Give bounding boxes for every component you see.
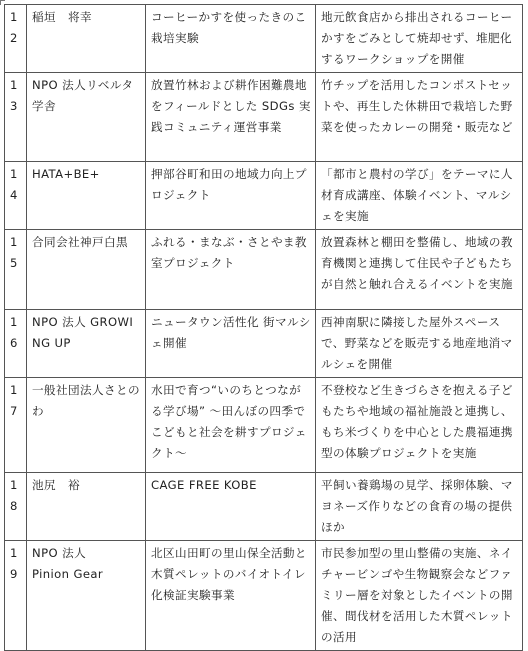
organization-name: 合同会社神戸白黒: [27, 230, 146, 310]
row-number: 15: [5, 230, 27, 310]
table-row: [5, 473, 523, 541]
organization-name: 稲垣 将幸: [27, 5, 146, 73]
project-title: CAGE FREE KOBE: [146, 473, 316, 541]
organization-name: NPO 法人 GROWING UP: [27, 310, 146, 378]
row-number: 19: [5, 541, 27, 651]
row-number: 16: [5, 310, 27, 378]
organization-name: 池尻 裕: [27, 473, 146, 541]
table-row: [5, 5, 523, 73]
project-title: ニュータウン活性化 街マルシェ開催: [146, 310, 316, 378]
table-row: [5, 230, 523, 310]
table-row: [5, 378, 523, 473]
project-title: 水田で育つ“いのちとつながる学び場” 〜田んぼの四季でこどもと社会を耕すプロジェクト〜: [146, 378, 316, 473]
row-number: 13: [5, 73, 27, 162]
project-table: [4, 4, 523, 651]
project-description: 不登校など生きづらさを抱える子どもたちや地域の福祉施設と連携し、もち米づくりを中心とした農福連携型の体験プロジェクトを実施: [316, 378, 523, 473]
project-description: 竹チップを活用したコンポストセットや、再生した休耕田で栽培した野菜を使ったカレーの開発・販売など: [316, 73, 523, 162]
project-description: 放置森林と棚田を整備し、地域の教育機関と連携して住民や子どもたちが自然と触れ合えるイベントを実施: [316, 230, 523, 310]
row-number: 17: [5, 378, 27, 473]
table-row: [5, 541, 523, 651]
table-row: [5, 162, 523, 230]
organization-name: NPO 法人リベルタ学舎: [27, 73, 146, 162]
organization-name: 一般社団法人さとのわ: [27, 378, 146, 473]
row-number: 12: [5, 5, 27, 73]
project-description: 市民参加型の里山整備の実施、ネイチャービンゴや生物観察会などファミリー層を対象としたイベントの開催、間伐材を活用した木質ペレットの活用: [316, 541, 523, 651]
organization-name: HATA+BE+: [27, 162, 146, 230]
row-number: 14: [5, 162, 27, 230]
project-title: ふれる・まなぶ・さとやま教室プロジェクト: [146, 230, 316, 310]
project-title: コーヒーかすを使ったきのこ栽培実験: [146, 5, 316, 73]
project-description: 地元飲食店から排出されるコーヒーかすをごみとして焼却せず、堆肥化するワークショップを開催: [316, 5, 523, 73]
project-description: 西神南駅に隣接した屋外スペースで、野菜などを販売する地産地消マルシェを開催: [316, 310, 523, 378]
project-title: 放置竹林および耕作困難農地をフィールドとした SDGs 実践コミュニティ運営事業: [146, 73, 316, 162]
project-description: 平飼い養鶏場の見学、採卵体験、マヨネーズ作りなどの食育の場の提供ほか: [316, 473, 523, 541]
table-row: [5, 310, 523, 378]
table-row: [5, 73, 523, 162]
project-description: 「都市と農村の学び」をテーマに人材育成講座、体験イベント、マルシェを実施: [316, 162, 523, 230]
project-title: 押部谷町和田の地域力向上プロジェクト: [146, 162, 316, 230]
project-title: 北区山田町の里山保全活動と木質ペレットのバイオトイレ化検証実験事業: [146, 541, 316, 651]
row-number: 18: [5, 473, 27, 541]
organization-name: NPO 法人 Pinion Gear: [27, 541, 146, 651]
